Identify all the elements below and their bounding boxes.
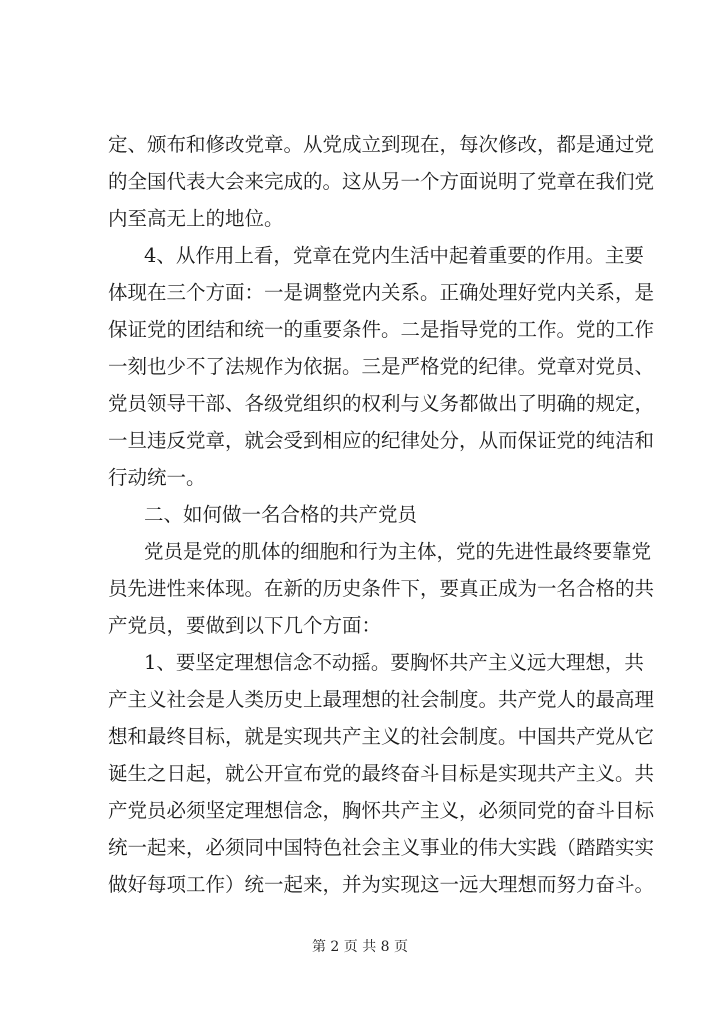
text-line: 诞生之日起，就公开宣布党的最终奋斗目标是实现共产主义。共 [108, 762, 655, 785]
text-line: 做好每项工作）统一起来，并为实现这一远大理想而努力奋斗。 [108, 873, 655, 896]
text-line: 统一起来，必须同中国特色社会主义事业的伟大实践（踏踏实实 [108, 836, 655, 859]
text-line: 行动统一。 [108, 466, 206, 489]
paragraph-start-line: 4、从作用上看，党章在党内生活中起着重要的作用。主要 [144, 244, 644, 267]
text-line: 员先进性来体现。在新的历史条件下，要真正成为一名合格的共 [108, 577, 655, 600]
page-number-footer: 第 2 页 共 8 页 [311, 939, 409, 955]
text-line: 产党员，要做到以下几个方面： [108, 614, 382, 637]
text-line: 内至高无上的地位。 [108, 207, 284, 230]
paragraph-start-line: 党员是党的肌体的细胞和行为主体，党的先进性最终要靠党 [144, 540, 652, 563]
text-line: 产主义社会是人类历史上最理想的社会制度。共产党人的最高理 [108, 688, 655, 711]
text-line: 党员领导干部、各级党组织的权利与义务都做出了明确的规定， [108, 392, 655, 415]
text-line: 的全国代表大会来完成的。这从另一个方面说明了党章在我们党 [108, 170, 655, 193]
text-line: 一刻也少不了法规作为依据。三是严格党的纪律。党章对党员、 [108, 355, 655, 378]
text-line: 定、颁布和修改党章。从党成立到现在，每次修改，都是通过党 [108, 133, 655, 156]
text-line: 一旦违反党章，就会受到相应的纪律处分，从而保证党的纯洁和 [108, 429, 655, 452]
document-body [108, 131, 655, 908]
paragraph-start-line: 1、要坚定理想信念不动摇。要胸怀共产主义远大理想，共 [144, 651, 644, 674]
section-heading: 二、如何做一名合格的共产党员 [144, 503, 418, 526]
text-line: 体现在三个方面：一是调整党内关系。正确处理好党内关系，是 [108, 281, 655, 304]
text-line: 产党员必须坚定理想信念，胸怀共产主义，必须同党的奋斗目标 [108, 799, 655, 822]
text-line: 想和最终目标，就是实现共产主义的社会制度。中国共产党从它 [108, 725, 655, 748]
text-line: 保证党的团结和统一的重要条件。二是指导党的工作。党的工作 [108, 318, 655, 341]
